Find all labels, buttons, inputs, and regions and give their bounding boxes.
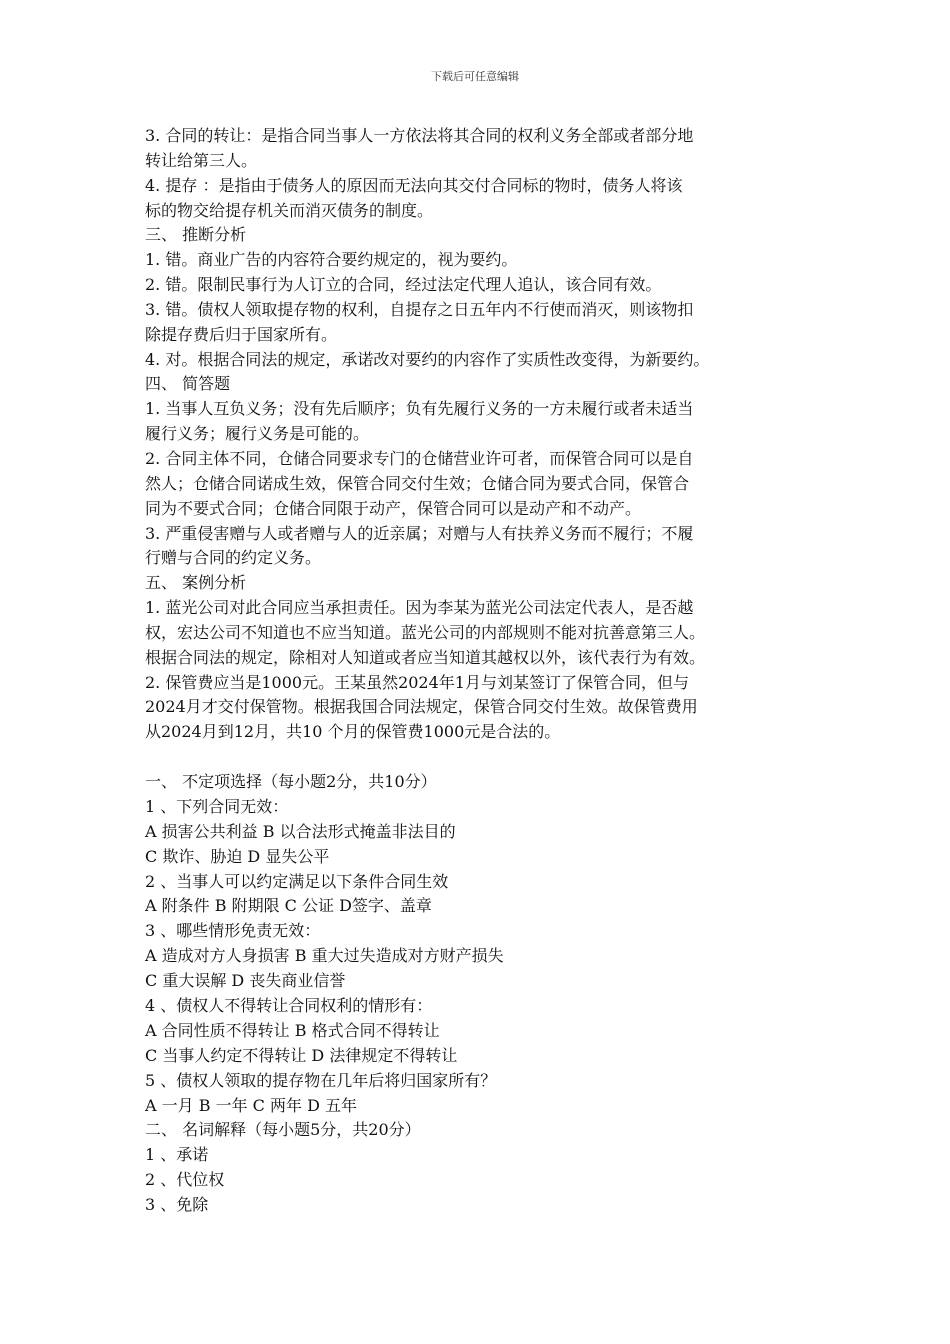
text-line: 根据合同法的规定，除相对人知道或者应当知道其越权以外，该代表行为有效。 — [145, 647, 706, 667]
text-line: 从2024月到12月，共10 个月的保管费1000元是合法的。 — [145, 722, 561, 742]
option-line: C 当事人约定不得转让 D 法律规定不得转让 — [145, 1045, 458, 1065]
question-line: 3 、哪些情形免责无效： — [145, 921, 321, 941]
text-line: 1. 错。商业广告的内容符合要约规定的，视为要约。 — [145, 250, 518, 270]
question-line: 2 、代位权 — [145, 1170, 225, 1190]
question-line: 2 、当事人可以约定满足以下条件合同生效 — [145, 871, 449, 891]
option-line: C 欺诈、胁迫 D 显失公平 — [145, 846, 330, 866]
section-heading: 一、 不定项选择（每小题2分，共10分） — [145, 772, 437, 791]
text-line: 然人；仓储合同诺成生效，保管合同交付生效；仓储合同为要式合同，保管合 — [145, 473, 690, 493]
section-heading: 三、 推断分析 — [145, 225, 247, 245]
text-line: 行赠与合同的约定义务。 — [145, 548, 322, 568]
text-line: 1. 蓝光公司对此合同应当承担责任。因为李某为蓝光公司法定代表人，是否越 — [145, 598, 694, 618]
text-line: 3. 合同的转让：是指合同当事人一方依法将其合同的权利义务全部或者部分地 — [145, 126, 694, 145]
exam-section — [145, 770, 825, 1218]
text-line: 同为不要式合同；仓储合同限于动产，保管合同可以是动产和不动产。 — [145, 498, 642, 518]
text-line: 除提存费后归于国家所有。 — [145, 324, 338, 344]
text-line: 4. 提存 ：是指由于债务人的原因而无法向其交付合同标的物时，债务人将该 — [145, 175, 683, 195]
text-line: 3. 严重侵害赠与人或者赠与人的近亲属；对赠与人有扶养义务而不履行；不履 — [145, 523, 694, 543]
answers-section — [145, 124, 825, 745]
option-line: A 附条件 B 附期限 C 公证 D签字、盖章 — [145, 896, 432, 916]
option-line: C 重大误解 D 丧失商业信誉 — [145, 971, 346, 991]
question-line: 1 、承诺 — [145, 1145, 209, 1165]
page-header: 下载后可任意编辑 — [431, 70, 519, 83]
text-line: 履行义务；履行义务是可能的。 — [145, 424, 370, 444]
text-line: 1. 当事人互负义务；没有先后顺序；负有先履行义务的一方未履行或者未适当 — [145, 399, 694, 419]
text-line: 2. 保管费应当是1000元。王某虽然2024年1月与刘某签订了保管合同，但与 — [145, 672, 689, 692]
section-heading: 五、 案例分析 — [145, 573, 247, 593]
text-line: 2024月才交付保管物。根据我国合同法规定，保管合同交付生效。故保管费用 — [145, 697, 698, 717]
option-line: A 损害公共利益 B 以合法形式掩盖非法目的 — [145, 821, 456, 841]
question-line: 5 、债权人领取的提存物在几年后将归国家所有？ — [145, 1070, 497, 1090]
text-line: 权，宏达公司不知道也不应当知道。蓝光公司的内部规则不能对抗善意第三人。 — [145, 622, 706, 642]
question-line: 4 、债权人不得转让合同权利的情形有： — [145, 996, 433, 1016]
text-line: 转让给第三人。 — [145, 150, 258, 170]
text-line: 标的物交给提存机关而消灭债务的制度。 — [145, 200, 434, 220]
text-line: 2. 合同主体不同，仓储合同要求专门的仓储营业许可者，而保管合同可以是自 — [145, 448, 694, 468]
question-line: 3 、免除 — [145, 1195, 209, 1215]
question-line: 1 、下列合同无效： — [145, 796, 289, 816]
option-line: A 一月 B 一年 C 两年 D 五年 — [145, 1095, 357, 1115]
text-line: 4. 对。根据合同法的规定，承诺改对要约的内容作了实质性改变得，为新要约。 — [145, 349, 710, 369]
option-line: A 造成对方人身损害 B 重大过失造成对方财产损失 — [145, 946, 504, 966]
option-line: A 合同性质不得转让 B 格式合同不得转让 — [145, 1020, 440, 1040]
section-heading: 四、 简答题 — [145, 374, 231, 394]
section-heading: 二、 名词解释（每小题5分，共20分） — [145, 1120, 421, 1140]
text-line: 2. 错。限制民事行为人订立的合同，经过法定代理人追认，该合同有效。 — [145, 275, 662, 295]
text-line: 3. 错。债权人领取提存物的权利，自提存之日五年内不行使而消灭，则该物扣 — [145, 299, 694, 319]
